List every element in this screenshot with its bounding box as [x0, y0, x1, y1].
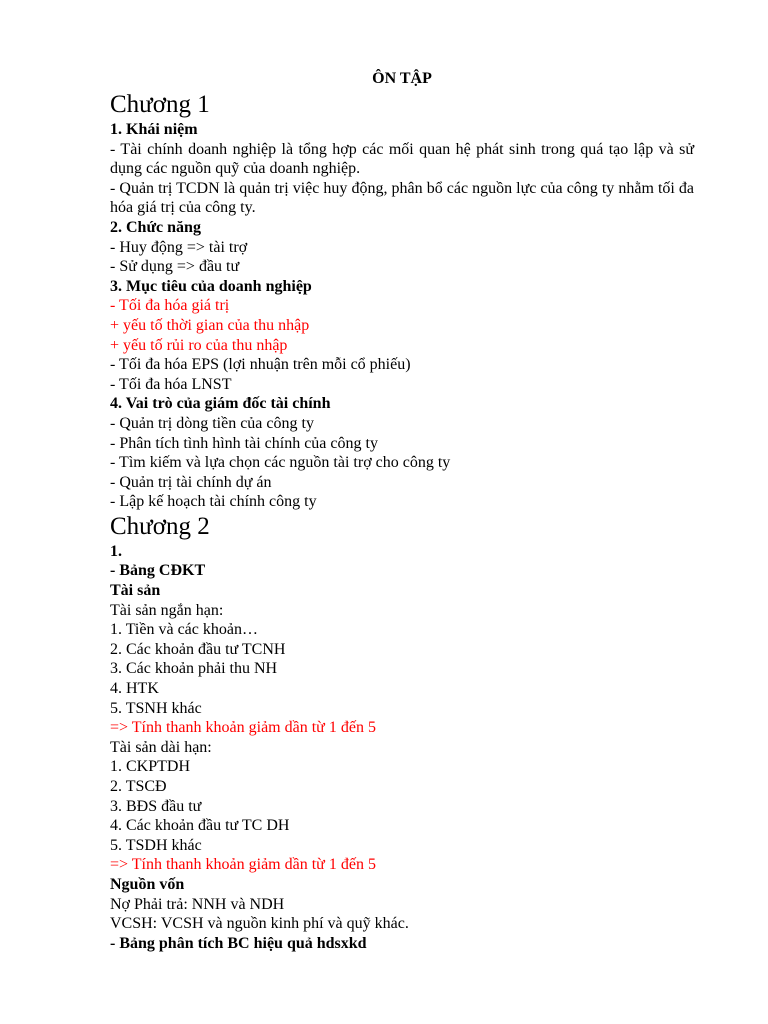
document-page: [110, 68, 694, 953]
list-item: - Tối đa hóa LNST: [110, 375, 232, 393]
list-item: Nợ Phải trả: NNH và NDH: [110, 895, 285, 913]
highlighted-note: => Tính thanh khoản giảm dần từ 1 đến 5: [110, 719, 376, 737]
document-title: ÔN TẬP: [372, 70, 432, 87]
highlighted-note: => Tính thanh khoản giảm dần từ 1 đến 5: [110, 856, 376, 874]
subsection-heading: - Bảng CĐKT: [110, 562, 206, 580]
subsection-heading: Nguồn vốn: [110, 875, 185, 893]
section-1-heading: 1. Khái niệm: [110, 121, 198, 138]
section-4-heading: 4. Vai trò của giám đốc tài chính: [110, 395, 331, 413]
list-item: 4. Các khoản đầu tư TC DH: [110, 817, 290, 835]
list-item: 5. TSNH khác: [110, 699, 202, 717]
list-item: - Huy động => tài trợ: [110, 238, 248, 256]
list-item: 3. Các khoản phải thu NH: [110, 660, 278, 678]
highlighted-list-item: + yếu tố rủi ro của thu nhập: [110, 336, 288, 354]
section-1-paragraph-2: - Quản trị TCDN là quản trị việc huy động, phân bổ các nguồn lực của công ty nhằm tối đa hóa giá trị của công ty.: [110, 179, 694, 217]
list-item: - Sử dụng => đầu tư: [110, 258, 240, 276]
list-item: 4. HTK: [110, 680, 159, 698]
list-item: 1. CKPTDH: [110, 758, 191, 776]
list-item: 2. Các khoản đầu tư TCNH: [110, 640, 286, 658]
highlighted-list-item: + yếu tố thời gian của thu nhập: [110, 316, 310, 334]
section-2-heading: 2. Chức năng: [110, 218, 201, 236]
section-1-paragraph-1: - Tài chính doanh nghiệp là tổng hợp các mối quan hệ phát sinh trong quá tạo lập và sử dụng các nguồn quỹ của doanh nghiệp.: [110, 140, 694, 178]
subsection-heading: - Bảng phân tích BC hiệu quả hdsxkd: [110, 934, 367, 952]
list-item: 2. TSCĐ: [110, 778, 167, 795]
list-item: - Lập kế hoạch tài chính công ty: [110, 493, 317, 511]
highlighted-list-item: - Tối đa hóa giá trị: [110, 297, 230, 315]
section-3-heading: 3. Mục tiêu của doanh nghiệp: [110, 277, 312, 295]
list-item: - Phân tích tình hình tài chính của công ty: [110, 434, 378, 452]
list-item: 3. BĐS đầu tư: [110, 797, 202, 815]
chapter-1-heading: Chương 1: [110, 91, 210, 118]
list-item: - Quản trị tài chính dự án: [110, 473, 272, 491]
subsection-heading: Tài sản: [110, 582, 161, 600]
list-item: VCSH: VCSH và nguồn kinh phí và quỹ khác.: [110, 915, 409, 933]
list-label: Tài sản dài hạn:: [110, 738, 212, 756]
list-item: - Quản trị dòng tiền của công ty: [110, 414, 314, 432]
list-item: 5. TSDH khác: [110, 836, 202, 854]
list-item: - Tìm kiếm và lựa chọn các nguồn tài trợ cho công ty: [110, 454, 451, 472]
chapter-2-heading: Chương 2: [110, 512, 210, 540]
list-item: - Tối đa hóa EPS (lợi nhuận trên mỗi cổ phiếu): [110, 356, 411, 374]
list-label: Tài sản ngắn hạn:: [110, 601, 224, 619]
list-item: 1. Tiền và các khoản…: [110, 621, 258, 639]
item-number: 1.: [110, 542, 122, 560]
